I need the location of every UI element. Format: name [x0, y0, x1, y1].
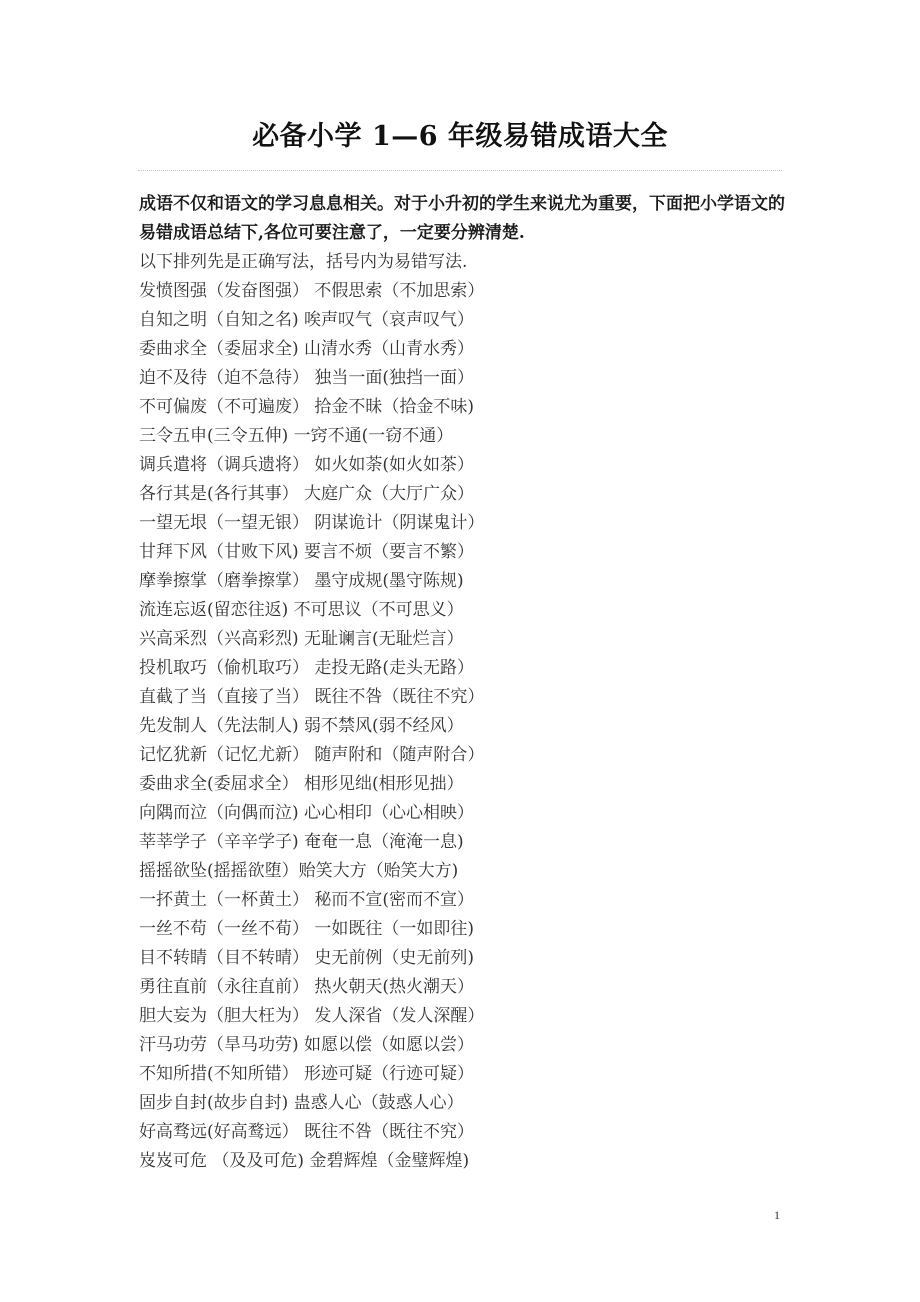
- document-title: 必备小学 1—6 年级易错成语大全: [252, 121, 668, 152]
- idiom-line: 向隅而泣（向偶而泣) 心心相印（心心相映）: [139, 803, 475, 823]
- idiom-line: 自知之明（自知之名) 唉声叹气（哀声叹气）: [139, 310, 475, 330]
- idiom-line: 记忆犹新（记忆尤新） 随声附和（随声附合）: [139, 745, 485, 765]
- title-divider: [138, 170, 782, 171]
- idiom-line: 甘拜下风（甘败下风) 要言不烦（要言不繁）: [139, 542, 475, 562]
- idiom-line: 固步自封(故步自封) 蛊惑人心（鼓惑人心）: [139, 1093, 464, 1113]
- idiom-line: 委曲求全（委屈求全) 山清水秀（山青水秀）: [139, 339, 475, 359]
- idiom-line: 直截了当（直接了当） 既往不咎（既往不究）: [139, 687, 485, 707]
- idiom-line: 一抔黄土（一杯黄土） 秘而不宣(密而不宣）: [139, 890, 475, 910]
- idiom-line: 不可偏废（不可遍废） 拾金不昧（拾金不味): [139, 397, 475, 417]
- idiom-line: 委曲求全(委屈求全） 相形见绌(相形见拙）: [139, 774, 464, 794]
- intro-paragraph: 成语不仅和语文的学习息息相关。对于小升初的学生来说尤为重要，下面把小学语文的易错成语总结下,各位可要注意了，一定要分辨清楚.: [139, 194, 785, 243]
- idiom-line: 勇往直前（永往直前） 热火朝天(热火潮天）: [139, 977, 475, 997]
- idiom-line: 发愤图强（发奋图强） 不假思索（不加思索）: [139, 281, 485, 301]
- idiom-line: 莘莘学子（辛辛学子) 奄奄一息（淹淹一息): [139, 832, 464, 852]
- idiom-line: 投机取巧（偷机取巧） 走投无路(走头无路）: [139, 658, 475, 678]
- idiom-line: 迫不及待（迫不急待） 独当一面(独挡一面）: [139, 368, 475, 388]
- idiom-line: 兴高采烈（兴高彩烈) 无耻谰言(无耻烂言）: [139, 629, 464, 649]
- idiom-line: 三令五申(三令五伸) 一窍不通(一窃不通）: [139, 426, 454, 446]
- idiom-line: 目不转睛（目不转晴） 史无前例（史无前列): [139, 948, 475, 968]
- idiom-line: 先发制人（先法制人) 弱不禁风(弱不经风）: [139, 716, 464, 736]
- idiom-list: [139, 277, 484, 1176]
- idiom-line: 岌岌可危 （及及可危) 金碧辉煌（金璧辉煌): [139, 1151, 470, 1171]
- idiom-line: 调兵遣将（调兵遗将） 如火如荼(如火如茶）: [139, 455, 475, 475]
- idiom-line: 汗马功劳（旱马功劳) 如愿以偿（如愿以尝）: [139, 1035, 475, 1055]
- idiom-line: 各行其是(各行其事） 大庭广众（大厅广众）: [139, 484, 475, 504]
- idiom-line: 流连忘返(留恋往返) 不可思议（不可思义）: [139, 600, 464, 620]
- idiom-line: 不知所措(不知所错） 形迹可疑（行迹可疑）: [139, 1064, 475, 1084]
- idiom-line: 摩拳擦掌（磨拳擦掌） 墨守成规(墨守陈规): [139, 571, 464, 591]
- idiom-line: 一丝不苟（一丝不荀） 一如既往（一如即往): [139, 919, 475, 939]
- idiom-line: 胆大妄为（胆大枉为） 发人深省（发人深醒）: [139, 1006, 485, 1026]
- idiom-line: 一望无垠（一望无银） 阴谋诡计（阴谋鬼计）: [139, 513, 485, 533]
- page-number: 1: [774, 1208, 780, 1222]
- idiom-line: 好高骛远(好高鹜远） 既往不咎（既往不究）: [139, 1122, 475, 1142]
- idiom-line: 摇摇欲坠(摇摇欲堕）贻笑大方（贻笑大方): [139, 861, 459, 881]
- lead-sentence: 以下排列先是正确写法，括号内为易错写法.: [139, 252, 468, 272]
